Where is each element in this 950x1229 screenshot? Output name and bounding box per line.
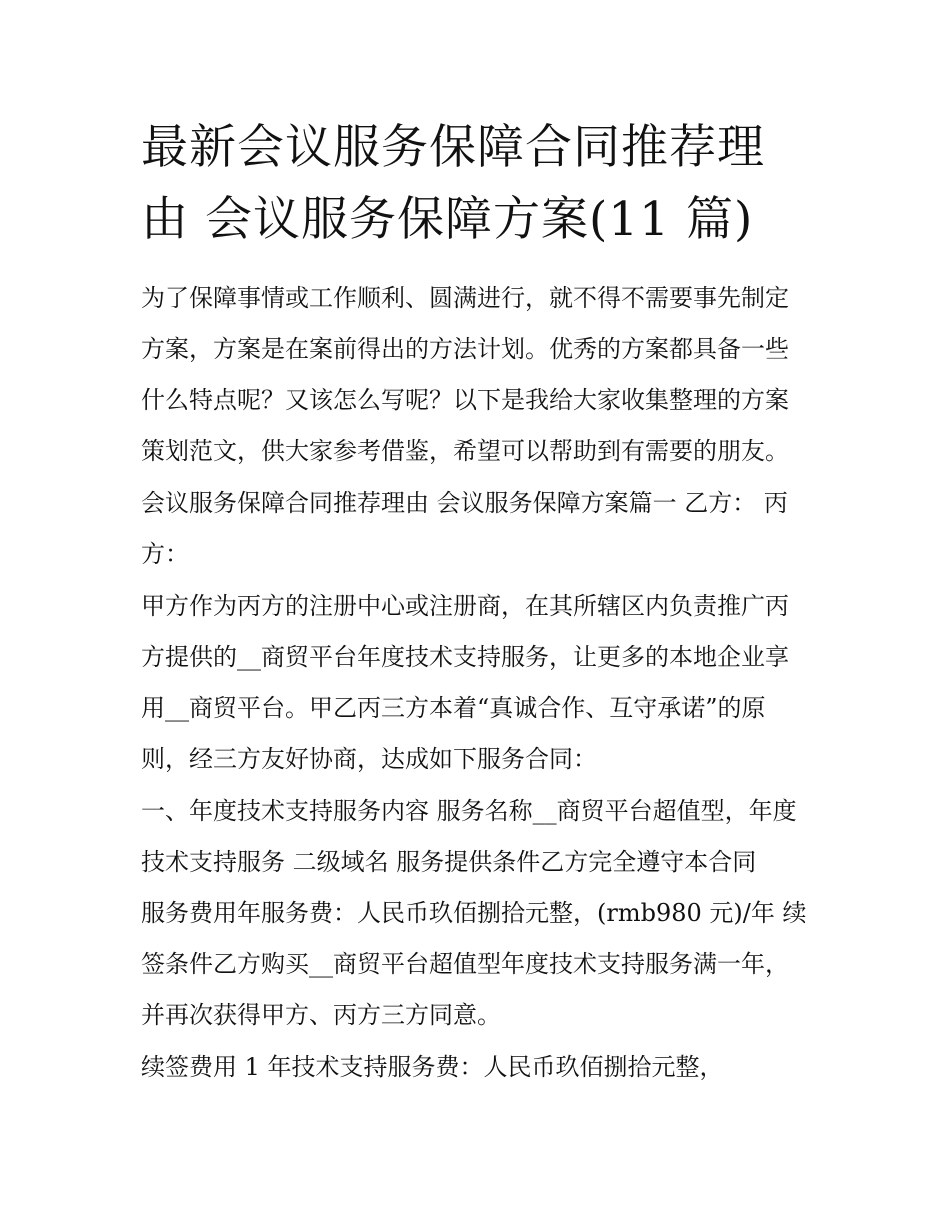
- title-line: 最新会议服务保障合同推荐理: [141, 120, 765, 175]
- text-line: 为了保障事情或工作顺利、圆满进行，就不得不需要事先制定: [141, 284, 789, 312]
- section-heading-paragraph: [141, 478, 821, 580]
- service-content-paragraph: [141, 786, 821, 1041]
- title-line: 由 会议服务保障方案(11 篇): [141, 192, 754, 247]
- text-line: 并再次获得甲方、丙方三方同意。: [141, 1001, 501, 1029]
- text-line: 技术支持服务 二级域名 服务提供条件乙方完全遵守本合同: [141, 848, 757, 876]
- text-line: 方案，方案是在案前得出的方法计划。优秀的方案都具备一些: [141, 335, 789, 363]
- text-line: 方：: [141, 540, 189, 568]
- text-line: 会议服务保障合同推荐理由 会议服务保障方案篇一 乙方： 丙: [141, 489, 788, 517]
- text-line: 策划范文，供大家参考借鉴，希望可以帮助到有需要的朋友。: [141, 437, 789, 465]
- text-line: 则，经三方友好协商，达成如下服务合同：: [141, 745, 597, 773]
- text-line: 方提供的__商贸平台年度技术支持服务，让更多的本地企业享: [141, 643, 789, 671]
- renewal-fee-paragraph: [141, 1042, 821, 1093]
- text-line: 甲方作为丙方的注册中心或注册商，在其所辖区内负责推广丙: [141, 592, 789, 620]
- text-line: 签条件乙方购买__商贸平台超值型年度技术支持服务满一年，: [141, 950, 789, 978]
- contract-preamble-paragraph: [141, 581, 821, 785]
- document-title: [141, 112, 821, 256]
- text-line: 服务费用年服务费：人民币玖佰捌拾元整，(rmb980 元)/年 续: [141, 899, 807, 927]
- text-line: 续签费用 1 年技术支持服务费：人民币玖佰捌拾元整，: [141, 1053, 724, 1081]
- document-body: [141, 273, 821, 1093]
- document-page: [141, 112, 821, 1094]
- text-line: 一、年度技术支持服务内容 服务名称__商贸平台超值型，年度: [141, 797, 797, 825]
- text-line: 用__商贸平台。甲乙丙三方本着“真诚合作、互守承诺”的原: [141, 694, 766, 722]
- text-line: 什么特点呢？又该怎么写呢？以下是我给大家收集整理的方案: [141, 386, 789, 414]
- intro-paragraph: [141, 273, 821, 477]
